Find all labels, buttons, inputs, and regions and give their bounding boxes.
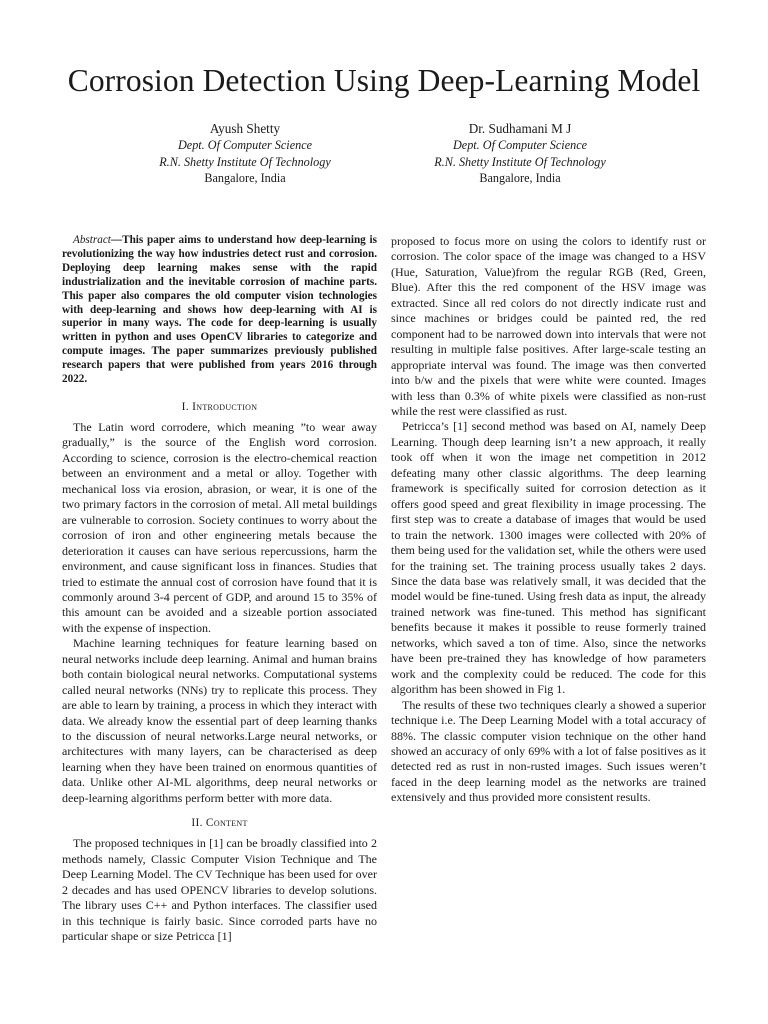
author-institute: R.N. Shetty Institute Of Technology (434, 154, 606, 169)
section-heading-introduction (62, 400, 377, 414)
content-continuation: proposed to focus more on using the colors to identify rust or corrosion. The color space of the image was changed to a HSV (Hue, Saturation, Value)from the regular RGB (Red, Green, Blue). After this the red component of the HSV image was extracted. Since all red colors do not directly indicate rust and since machines or bridges could be painted red, the red component had to be narrowed down into intervals that were not resulting in multiple false positives. After large-scale testing an appropriate interval was found. The image was then converted into b/w and the pixels that were white were counted. Images with less than 0.3% of white pixels were classified as non-rust while the rest were classified as rust. (391, 234, 706, 418)
author-institute: R.N. Shetty Institute Of Technology (159, 154, 331, 169)
section-heading-text: II. Content (191, 817, 248, 830)
author-dept: Dept. Of Computer Science (177, 138, 313, 152)
content-paragraph-2: Petricca’s [1] second method was based on AI, namely Deep Learning. Though deep learning isn’t a new approach, it really took off when it won the image net competition in 2012 defeating many other classic algorithms. The deep learning framework is specifically suited for corrosion detection as it offers good speed and great flexibility in image processing. The first step was to create a database of images that would be used to train the network. 1300 images were collected with 20% of them being used for the validation set, while the others were used for the training set. The training process usually takes 2 days. Since the data base was relatively small, it was decided that the model would be fine-tuned. Using fresh data as input, the already trained network was fine-tuned. This method has significant benefits because it makes it possible to reuse formerly trained networks, which saved a ton of time. Also, since the networks have been pre-trained they has knowledge of how parameters work and the complexity could be reduced. The code for this algorithm has been showed in Fig 1. (391, 419, 706, 697)
author-location: Bangalore, India (204, 171, 286, 185)
content-paragraph-1: The proposed techniques in [1] can be broadly classified into 2 methods namely, Classic Computer Vision Technique and The Deep Learning Model. The CV Technique has been used for over 2 decades and has used OPENCV libraries to develop solutions. The library uses C++ and Python interfaces. The classifier used in this technique is fairly basic. Since corroded parts have no particular shape or size Petricca [1] (62, 836, 377, 944)
abstract-label: Abstract (73, 234, 111, 246)
right-column (391, 234, 706, 806)
intro-paragraph-2: Machine learning techniques for feature learning based on neural networks include deep learning. Animal and human brains both contain biological neural networks. Computational systems called neural networks (NNs) try to replicate this process. They are able to learn by training, a process in which they interact with data. We already know the essential part of deep learning thanks to the discussion of neural networks.Large neural networks, or architectures with many layers, can be characterised as deep learning when they have been trained on enormous quantities of data. Unlike other AI-ML algorithms, deep neural networks or deep-learning algorithms perform better with more data. (62, 636, 377, 805)
section-heading-content (62, 816, 377, 830)
left-column (62, 234, 377, 944)
author-dept: Dept. Of Computer Science (452, 138, 588, 152)
author-block-2 (370, 120, 670, 187)
abstract-text: This paper aims to understand how deep-learning is revolutionizing the way how industries detect rust and corrosion. Deploying deep learning makes sense with the rapid industrialization and the inevitable corrosion of machine parts. This paper also compares the old computer vision technologies with deep-learning and shows how deep-learning with AI is superior in many ways. The code for deep-learning is usually written in python and uses OpenCV libraries to categorize and compute images. The paper summarizes previously published research papers that were published from years 2016 through 2022. (62, 234, 377, 386)
author-block-1 (95, 120, 395, 187)
content-paragraph-3: The results of these two techniques clearly a showed a superior technique i.e. The Deep Learning Model with a total accuracy of 88%. The classic computer vision technique on the other hand showed an accuracy of only 69% with a lot of false positives as it detected red as rust in non-rusted images. Such issues weren’t faced in the deep learning model as the networks are trained extensively and thus provided more consistent results. (391, 697, 706, 805)
paper-title: Corrosion Detection Using Deep-Learning Model (67, 63, 701, 98)
abstract-dash: — (110, 234, 123, 246)
intro-paragraph-1: The Latin word corrodere, which meaning ”to wear away gradually,” is the source of the English word corrosion. According to science, corrosion is the electro-chemical reaction between an environment and a metal or alloy. Together with mechanical loss via erosion, abrasion, or wear, it is one of the two primary factors in the corrosion of metal. All metal buildings are vulnerable to corrosion. Society continues to worry about the corrosion of iron and other engineering metals because the deterioration it causes can have serious repercussions, harm the environment, and cause significant loss in finances. Studies that tried to estimate the annual cost of corrosion have found that it is commonly around 3-4 percent of GDP, and around 15 to 35% of this amount can be avoided and a sizeable portion associated with the expense of inspection. (62, 419, 377, 635)
author-location: Bangalore, India (479, 171, 561, 185)
author-name: Ayush Shetty (209, 121, 281, 136)
section-heading-text: I. Introduction (181, 400, 258, 413)
abstract (62, 234, 377, 387)
author-name: Dr. Sudhamani M J (468, 121, 572, 136)
